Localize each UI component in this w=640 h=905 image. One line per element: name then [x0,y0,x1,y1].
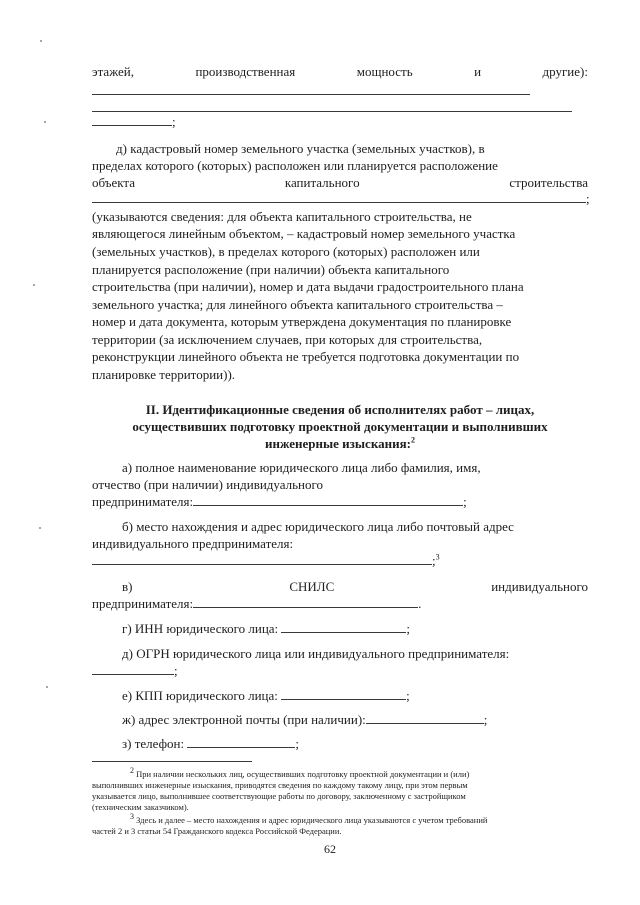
item-v-field: предпринимателя: . [92,596,422,611]
fill-line [92,111,572,112]
item-z-field: з) телефон: ; [122,736,299,751]
word: объекта [92,175,136,190]
item-a-line: а) полное наименование юридического лица либо фамилия, имя, [122,460,481,475]
item-zh-field: ж) адрес электронной почты (при наличии): ; [122,712,488,727]
word: строительства [509,175,588,190]
scan-speck [33,284,35,286]
footnote-2-line: (техническим заказчиком). [92,802,189,812]
note-line: (указываются сведения: для объекта капитального строительства, не [92,209,472,224]
item-b-field: ;$^3$ [92,553,440,569]
scan-speck [44,121,46,123]
item-a-field: предпринимателя: ; [92,494,467,509]
item-d2-field: ; [92,663,178,679]
word: другие): [542,64,588,79]
word: и [474,64,482,79]
footnote-ref: 3 [435,552,440,562]
footnote-3-line: частей 2 и 3 статьи 54 Гражданского кодекса Российской Федерации. [92,826,342,836]
scan-speck [40,40,42,42]
note-line: планируется расположение (при наличии) объекта капитального [92,262,450,277]
item-d-line [92,175,588,191]
item-b-line: б) место нахождения и адрес юридического лица либо почтовый адрес [122,519,514,534]
fill-line [92,94,530,95]
section-heading: осуществивших подготовку проектной документации и выполнивших [132,419,548,434]
footnote-2-line: $^2$ При наличии нескольких лиц, осуществивших подготовку проектной документации и (или) [130,766,470,779]
note-line: номер и дата документа, которым утверждена документация по планировке [92,314,512,329]
item-a-line: отчество (при наличии) индивидуального [92,477,323,492]
footnote-ref: 2 [410,435,415,445]
item-g-field: г) ИНН юридического лица: ; [122,621,411,636]
note-line: реконструкции линейного объекта не требуется подготовка документации по [92,349,520,364]
fill-line-end: ; [92,114,176,130]
footnote-mark: 3 [130,812,134,822]
scan-speck [39,527,41,529]
item-d-line: пределах которого (которых) расположен или планируется расположение [92,158,498,173]
word: СНИЛС [289,579,335,594]
note-line: планировке территории)). [92,367,236,382]
item-v-line [122,579,588,595]
word: в) [122,579,133,594]
footnote-2-line: указывается лицо, выполнившее соответствующие работы по договору, заключенному с застройщиком [92,791,466,801]
word: этажей, [92,64,134,79]
word: индивидуального [491,579,588,594]
note-line: земельного участка; для линейного объекта капитального строительства – [92,297,503,312]
footnote-separator [92,761,252,762]
section-heading: II. Идентификационные сведения об исполнителях работ – лицах, [145,402,535,417]
footnote-mark: 2 [130,766,134,776]
word: мощность [356,64,413,79]
item-d-line: д) кадастровый номер земельного участка (земельных участков), в [116,141,485,156]
footnote-3-line: $^3$ Здесь и далее – место нахождения и адрес юридического лица указываются с учетом требований [130,812,488,825]
word: производственная [195,64,296,79]
item-d2-line: д) ОГРН юридического лица или индивидуального предпринимателя: [122,646,510,661]
note-line: территории (за исключением случаев, при которых для строительства, [92,332,483,347]
continuation-line [92,64,588,80]
item-b-line: индивидуального предпринимателя: [92,536,294,551]
note-line: (земельных участков), в пределах которого (которых) расположен или [92,244,480,259]
fill-line-end: ; [92,191,590,207]
section-heading: инженерные изыскания:$^2$ [265,435,415,451]
scan-speck [46,686,48,688]
item-e-field: е) КПП юридического лица: ; [122,688,410,703]
note-line: являющегося линейным объектом, – кадастровый номер земельного участка [92,226,516,241]
word: капитального [284,175,360,190]
page-number: 62 [324,842,336,856]
footnote-2-line: выполнивших инженерные изыскания, приводятся сведения по каждому такому лицу, при этом первым [92,780,468,790]
note-line: строительства (при наличии), номер и дата выдачи градостроительного плана [92,279,524,294]
